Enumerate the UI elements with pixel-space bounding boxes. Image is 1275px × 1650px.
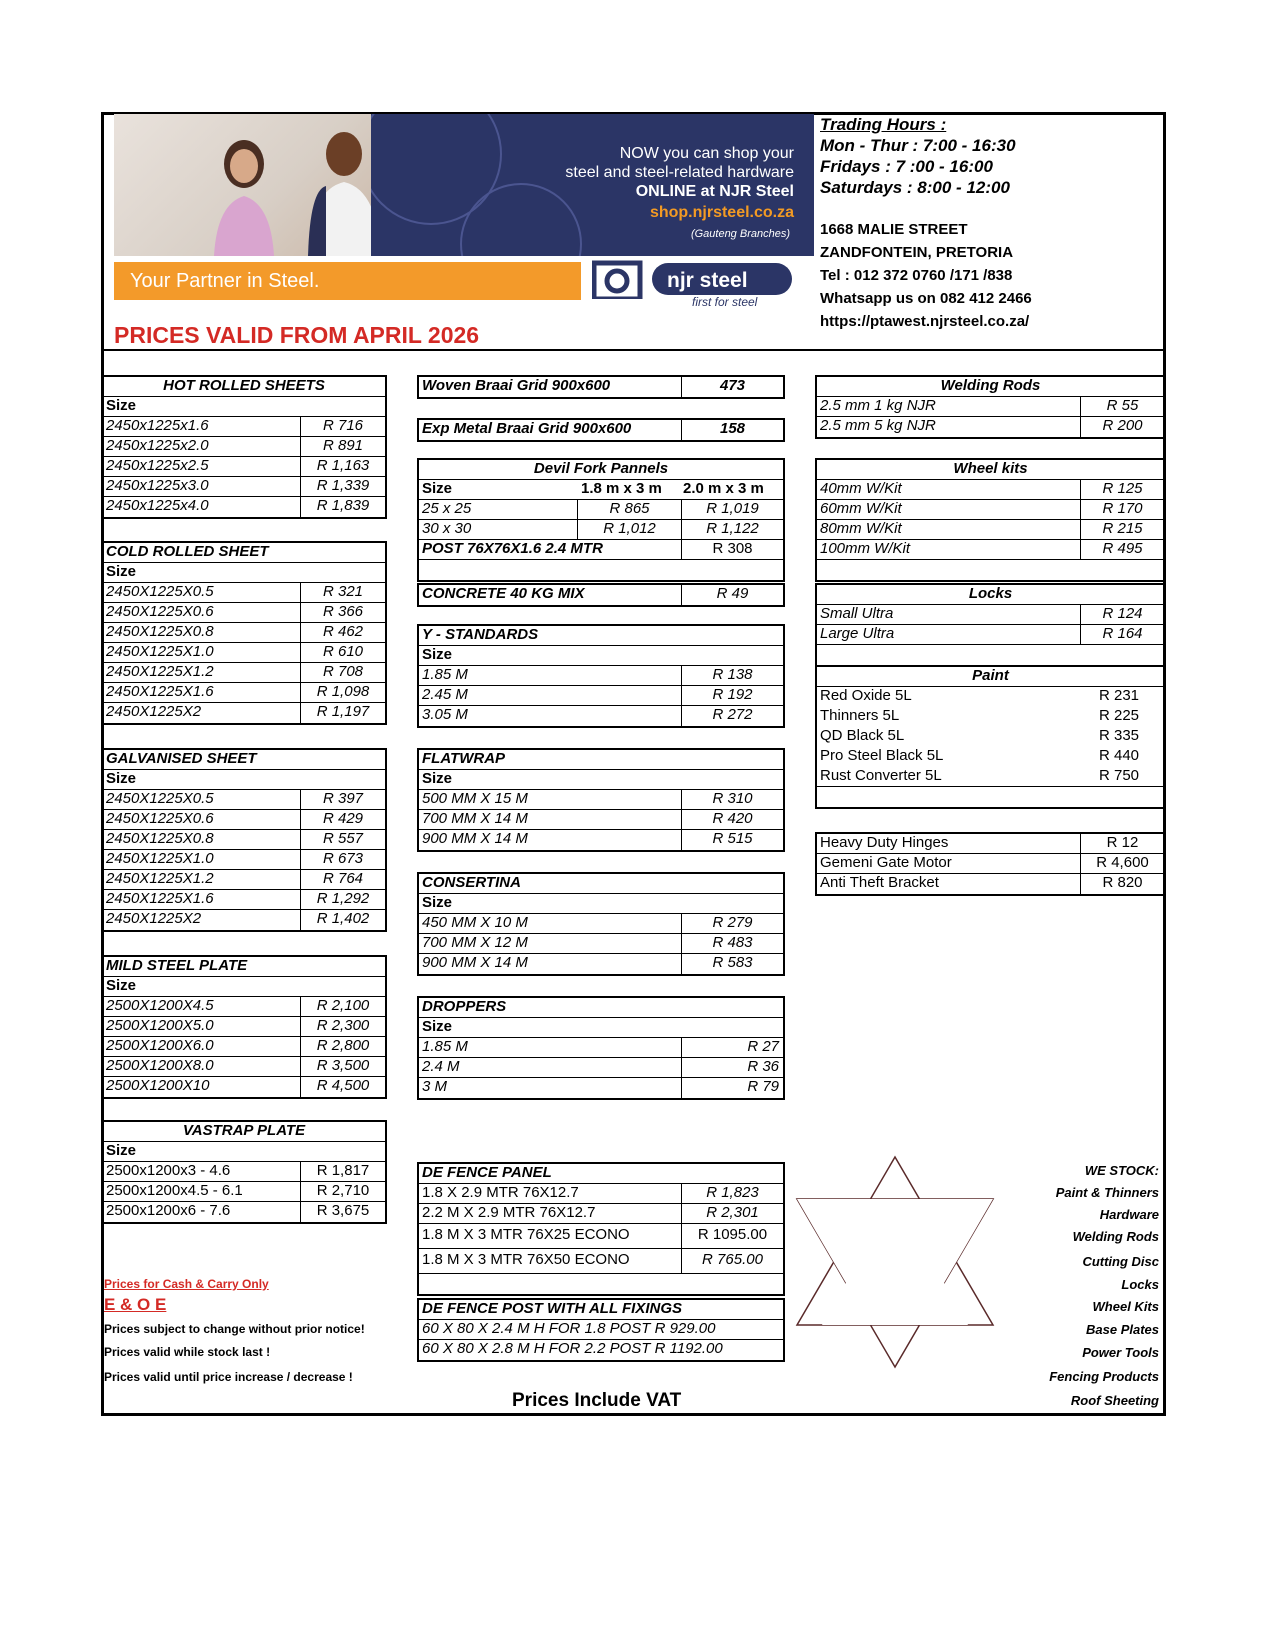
table-row: 2450X1225X0.8 R 462	[103, 623, 385, 643]
table-row: 60mm W/Kit R 170	[817, 500, 1164, 520]
cold-rolled-table	[101, 541, 387, 725]
stock-item: Fencing Products	[1049, 1369, 1159, 1384]
hot-rolled-table	[101, 375, 387, 519]
table-row: 2450x1225x4.0 R 1,839	[103, 497, 385, 517]
stock-item: Paint & Thinners	[1055, 1185, 1159, 1200]
table-row: 2450X1225X1.2 R 708	[103, 663, 385, 683]
de-fence-post-table	[417, 1298, 785, 1362]
partner-strip: Your Partner in Steel.	[114, 262, 581, 300]
notice-note-3: Prices valid until price increase / decrease !	[104, 1370, 353, 1384]
banner-line3: ONLINE at NJR Steel	[635, 183, 794, 200]
welding-title: Welding Rods	[817, 377, 1164, 397]
table-row: 2500x1200x3 - 4.6 R 1,817	[103, 1162, 385, 1182]
address-area: ZANDFONTEIN, PRETORIA	[820, 244, 1014, 261]
droppers-size-header: Size	[419, 1018, 783, 1038]
hot-title: HOT ROLLED SHEETS	[103, 377, 385, 397]
table-row: 2500x1200x6 - 7.6 R 3,675	[103, 1202, 385, 1222]
table-row: 60 X 80 X 2.4 M H FOR 1.8 POST R 929.00	[419, 1320, 783, 1340]
table-row: 2450X1225X1.0 R 610	[103, 643, 385, 663]
paint-title: Paint	[817, 667, 1164, 687]
stock-item: Base Plates	[1086, 1322, 1159, 1337]
table-row: 2450X1225X1.0 R 673	[103, 850, 385, 870]
table-row: Large Ultra R 164	[817, 625, 1164, 645]
table-row: 1.85 M R 138	[419, 666, 783, 686]
hours-saturdays: Saturdays : 8:00 - 12:00	[820, 178, 1010, 197]
table-row: 2450x1225x2.5 R 1,163	[103, 457, 385, 477]
consertina-table	[417, 872, 785, 976]
table-row: 3 M R 79	[419, 1078, 783, 1098]
consertina-title: CONSERTINA	[419, 874, 783, 894]
online-shop-panel	[371, 114, 814, 256]
logo-text: njr steel	[667, 269, 748, 292]
table-row: 900 MM X 14 M R 515	[419, 830, 783, 850]
wheel-title: Wheel kits	[817, 460, 1164, 480]
welding-rods-table	[815, 375, 1166, 439]
table-row: 2450X1225X0.6 R 429	[103, 810, 385, 830]
shop-link[interactable]: shop.njrsteel.co.za	[649, 204, 794, 221]
table-row: 700 MM X 12 M R 483	[419, 934, 783, 954]
vat-note: Prices Include VAT	[512, 1390, 682, 1411]
table-row: 2450x1225x3.0 R 1,339	[103, 477, 385, 497]
table-row: 2450X1225X0.5 R 321	[103, 583, 385, 603]
flatwrap-table	[417, 748, 785, 852]
table-row: 900 MM X 14 M R 583	[419, 954, 783, 974]
mild-title: MILD STEEL PLATE	[103, 957, 385, 977]
table-row: 2450X1225X1.6 R 1,292	[103, 890, 385, 910]
droppers-title: DROPPERS	[419, 998, 783, 1018]
table-row: 1.8 M X 3 MTR 76X25 ECONO R 1095.00	[419, 1224, 783, 1249]
devil-title: Devil Fork Pannels	[419, 460, 783, 480]
table-row: 2.4 M R 36	[419, 1058, 783, 1078]
table-row	[419, 560, 783, 580]
droppers-table	[417, 996, 785, 1100]
trading-hours	[820, 114, 1016, 198]
table-row: 2450X1225X1.2 R 764	[103, 870, 385, 890]
ystd-title: Y - STANDARDS	[419, 626, 783, 646]
address-tel: Tel : 012 372 0760 /171 /838	[820, 267, 1013, 284]
table-row: Gemeni Gate Motor R 4,600	[817, 854, 1164, 874]
table-row: 100mm W/Kit R 495	[817, 540, 1164, 560]
table-row: 2.5 mm 1 kg NJR R 55	[817, 397, 1164, 417]
stock-item: Cutting Disc	[1082, 1254, 1159, 1269]
table-row: POST 76X76X1.6 2.4 MTR R 308	[419, 540, 783, 560]
logo-tagline: first for steel	[692, 295, 758, 309]
galv-title: GALVANISED SHEET	[103, 750, 385, 770]
table-row: 40mm W/Kit R 125	[817, 480, 1164, 500]
table-row	[817, 645, 1164, 665]
ystd-size-header: Size	[419, 646, 783, 666]
table-row: 25 x 25 R 865 R 1,019	[419, 500, 783, 520]
hours-mon-thur: Mon - Thur : 7:00 - 16:30	[820, 136, 1016, 155]
stock-item: Wheel Kits	[1092, 1299, 1159, 1314]
table-row: Woven Braai Grid 900x600 473	[419, 377, 783, 397]
flatwrap-title: FLATWRAP	[419, 750, 783, 770]
table-row: Exp Metal Braai Grid 900x600 158	[419, 420, 783, 440]
table-row: 2450X1225X1.6 R 1,098	[103, 683, 385, 703]
njr-logo	[592, 259, 812, 311]
prices-valid-heading: PRICES VALID FROM APRIL 2026	[114, 322, 480, 348]
table-row: 2450X1225X2 R 1,197	[103, 703, 385, 723]
promo-banner	[114, 114, 814, 310]
promo-photo	[114, 114, 371, 256]
table-row: Red Oxide 5L R 231	[820, 687, 1140, 704]
table-row: 500 MM X 15 M R 310	[419, 790, 783, 810]
wheel-kits-table	[815, 458, 1166, 582]
stock-item: Locks	[1121, 1277, 1159, 1292]
locks-table	[815, 583, 1166, 667]
devil-size-header: Size 1.8 m x 3 m 2.0 m x 3 m	[419, 480, 783, 500]
table-row: 30 x 30 R 1,012 R 1,122	[419, 520, 783, 540]
depost-title: DE FENCE POST WITH ALL FIXINGS	[419, 1300, 783, 1320]
table-row: 2.2 M X 2.9 MTR 76X12.7 R 2,301	[419, 1204, 783, 1224]
devil-fork-table	[417, 458, 785, 582]
vastrap-title: VASTRAP PLATE	[103, 1122, 385, 1142]
woven-braai-row	[417, 375, 785, 399]
hours-title: Trading Hours :	[820, 115, 947, 134]
y-standards-table	[417, 624, 785, 728]
contact-address	[820, 218, 1032, 333]
njr-logo-icon	[592, 259, 812, 299]
stock-item: Power Tools	[1082, 1345, 1159, 1360]
table-row: Thinners 5L R 225	[820, 707, 1140, 724]
table-row: 2.5 mm 5 kg NJR R 200	[817, 417, 1164, 437]
cold-title: COLD ROLLED SHEET	[103, 543, 385, 563]
de-fence-panel-table	[417, 1162, 785, 1296]
table-row: 1.8 M X 3 MTR 76X50 ECONO R 765.00	[419, 1249, 783, 1274]
table-row: 2450x1225x2.0 R 891	[103, 437, 385, 457]
table-row: 60 X 80 X 2.8 M H FOR 2.2 POST R 1192.00	[422, 1340, 723, 1357]
gauteng-note: (Gauteng Branches)	[690, 228, 790, 240]
table-row: 2500X1200X6.0 R 2,800	[103, 1037, 385, 1057]
table-row	[817, 787, 1164, 807]
exp-metal-row	[417, 418, 785, 442]
vastrap-table	[101, 1120, 387, 1224]
notice-note-2: Prices valid while stock last !	[104, 1345, 271, 1359]
misc-table	[815, 832, 1166, 896]
woman-figure-icon	[209, 134, 279, 256]
table-row: 80mm W/Kit R 215	[817, 520, 1164, 540]
table-row: CONCRETE 40 KG MIX R 49	[419, 585, 783, 605]
address-street: 1668 MALIE STREET	[820, 221, 968, 238]
table-row: 1.85 M R 27	[419, 1038, 783, 1058]
banner-line1: NOW you can shop your	[619, 145, 794, 162]
star-overlap-mask	[790, 1155, 1000, 1370]
hot-size-header: Size	[103, 397, 385, 417]
eoe-note: E & O E	[104, 1295, 167, 1314]
mild-steel-table	[101, 955, 387, 1099]
mild-size-header: Size	[103, 977, 385, 997]
header-divider	[101, 349, 1166, 351]
table-row: 2.45 M R 192	[419, 686, 783, 706]
galvanised-table	[101, 748, 387, 932]
stock-item: Roof Sheeting	[1070, 1393, 1159, 1408]
banner-line2: steel and steel-related hardware	[565, 164, 794, 181]
cold-size-header: Size	[103, 563, 385, 583]
table-row: Small Ultra R 124	[817, 605, 1164, 625]
table-row: 2450X1225X0.8 R 557	[103, 830, 385, 850]
paint-table	[815, 665, 1166, 809]
table-row: 2500X1200X10 R 4,500	[103, 1077, 385, 1097]
table-row: 2450X1225X0.5 R 397	[103, 790, 385, 810]
notice-note-1: Prices subject to change without prior notice!	[104, 1322, 365, 1336]
cash-carry-note: Prices for Cash & Carry Only	[104, 1277, 269, 1291]
address-web[interactable]: https://ptawest.njrsteel.co.za/	[820, 313, 1030, 330]
stock-item: Hardware	[1099, 1207, 1159, 1222]
table-row: 2450X1225X0.6 R 366	[103, 603, 385, 623]
table-row: Rust Converter 5L R 750	[817, 767, 1164, 787]
table-row: Heavy Duty Hinges R 12	[817, 834, 1164, 854]
table-row: 1.8 X 2.9 MTR 76X12.7 R 1,823	[419, 1184, 783, 1204]
galv-size-header: Size	[103, 770, 385, 790]
stock-item: Welding Rods	[1072, 1229, 1159, 1244]
consertina-size-header: Size	[419, 894, 783, 914]
flatwrap-size-header: Size	[419, 770, 783, 790]
table-row	[419, 1274, 783, 1294]
defence-title: DE FENCE PANEL	[419, 1164, 783, 1184]
table-row: 2450X1225X2 R 1,402	[103, 910, 385, 930]
man-figure-icon	[304, 124, 371, 256]
vastrap-size-header: Size	[103, 1142, 385, 1162]
table-row: 2500x1200x4.5 - 6.1 R 2,710	[103, 1182, 385, 1202]
table-row: 2500X1200X8.0 R 3,500	[103, 1057, 385, 1077]
table-row: 3.05 M R 272	[419, 706, 783, 726]
table-row: Anti Theft Bracket R 820	[817, 874, 1164, 894]
table-row: QD Black 5L R 335	[820, 727, 1140, 744]
table-row	[817, 560, 1164, 580]
table-row: 700 MM X 14 M R 420	[419, 810, 783, 830]
table-row: 2450x1225x1.6 R 716	[103, 417, 385, 437]
table-row: 2500X1200X4.5 R 2,100	[103, 997, 385, 1017]
hours-fridays: Fridays : 7 :00 - 16:00	[820, 157, 993, 176]
table-row: Pro Steel Black 5L R 440	[820, 747, 1140, 764]
table-row: 450 MM X 10 M R 279	[419, 914, 783, 934]
we-stock-title: WE STOCK:	[1084, 1163, 1159, 1178]
concrete-row	[417, 583, 785, 607]
address-whatsapp: Whatsapp us on 082 412 2466	[820, 290, 1032, 307]
locks-title: Locks	[817, 585, 1164, 605]
table-row: 2500X1200X5.0 R 2,300	[103, 1017, 385, 1037]
